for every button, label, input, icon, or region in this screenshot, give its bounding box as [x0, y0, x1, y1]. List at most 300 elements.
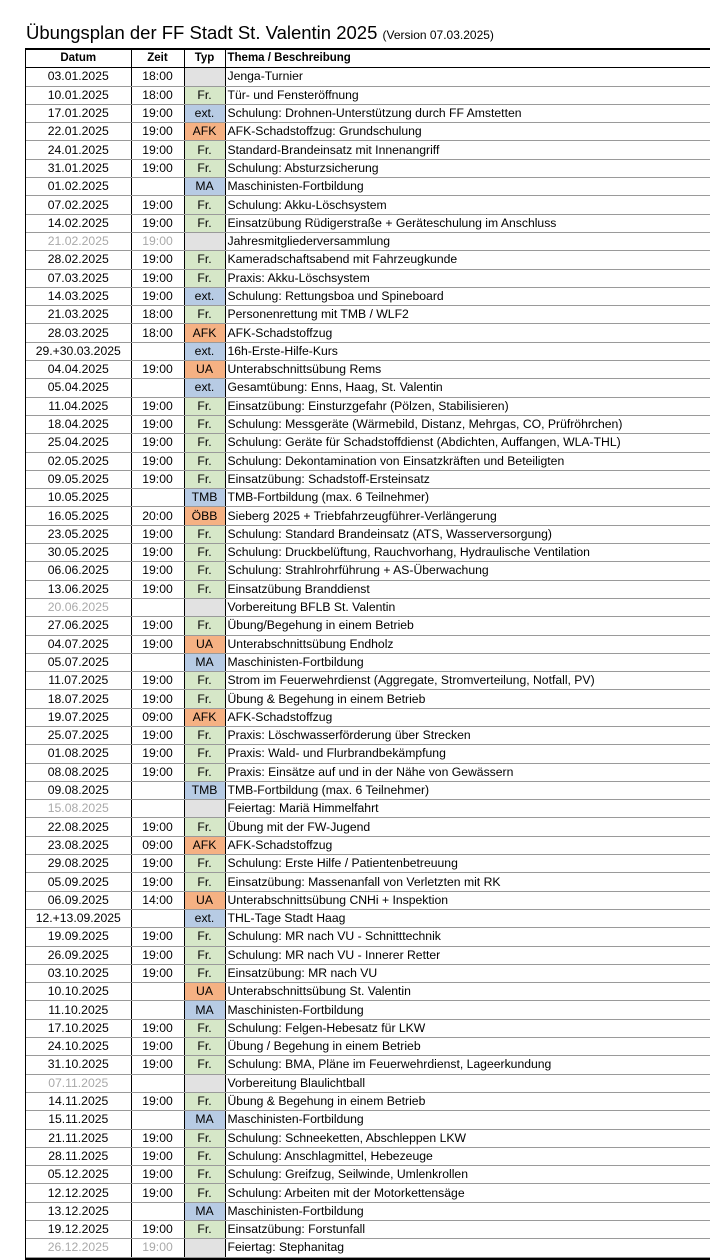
description-cell: Maschinisten-Fortbildung: [225, 178, 710, 196]
date-cell: 18.07.2025: [26, 690, 131, 708]
type-cell: Fr.: [184, 964, 225, 982]
date-cell: 31.01.2025: [26, 159, 131, 177]
type-cell: ÖBB: [184, 507, 225, 525]
table-row: [26, 562, 710, 580]
type-cell: ext.: [184, 104, 225, 122]
table-row: [26, 306, 710, 324]
date-cell: 24.10.2025: [26, 1038, 131, 1056]
type-cell: MA: [184, 1001, 225, 1019]
description-cell: AFK-Schadstoffzug: [225, 708, 710, 726]
time-cell: 19:00: [131, 214, 184, 232]
description-cell: 16h-Erste-Hilfe-Kurs: [225, 342, 710, 360]
table-row: [26, 544, 710, 562]
time-cell: 19:00: [131, 818, 184, 836]
description-cell: Unterabschnittsübung Rems: [225, 361, 710, 379]
description-cell: Sieberg 2025 + Triebfahrzeugführer-Verlängerung: [225, 507, 710, 525]
time-cell: 19:00: [131, 123, 184, 141]
time-cell: 19:00: [131, 287, 184, 305]
type-cell: ext.: [184, 287, 225, 305]
table-row: [26, 1019, 710, 1037]
time-cell: 19:00: [131, 745, 184, 763]
type-cell: Fr.: [184, 397, 225, 415]
description-cell: Feiertag: Mariä Himmelfahrt: [225, 800, 710, 818]
time-cell: 19:00: [131, 544, 184, 562]
table-row: [26, 763, 710, 781]
date-cell: 17.01.2025: [26, 104, 131, 122]
table-row: [26, 928, 710, 946]
date-cell: 04.07.2025: [26, 635, 131, 653]
date-cell: 21.11.2025: [26, 1129, 131, 1147]
date-cell: 16.05.2025: [26, 507, 131, 525]
table-row: [26, 269, 710, 287]
time-cell: 19:00: [131, 251, 184, 269]
time-cell: 19:00: [131, 1239, 184, 1257]
time-cell: 19:00: [131, 690, 184, 708]
description-cell: Übung mit der FW-Jugend: [225, 818, 710, 836]
time-cell: 19:00: [131, 1184, 184, 1202]
time-cell: 19:00: [131, 562, 184, 580]
date-cell: 24.01.2025: [26, 141, 131, 159]
type-cell: ext.: [184, 342, 225, 360]
type-cell: Fr.: [184, 1166, 225, 1184]
description-cell: Maschinisten-Fortbildung: [225, 1202, 710, 1220]
time-cell: 19:00: [131, 672, 184, 690]
table-row: [26, 434, 710, 452]
time-cell: 09:00: [131, 836, 184, 854]
table-row: [26, 1092, 710, 1110]
date-cell: 15.08.2025: [26, 800, 131, 818]
table-row: [26, 232, 710, 250]
description-cell: Strom im Feuerwehrdienst (Aggregate, Stromverteilung, Notfall, PV): [225, 672, 710, 690]
description-cell: Jahresmitgliederversammlung: [225, 232, 710, 250]
description-cell: Tür- und Fensteröffnung: [225, 86, 710, 104]
date-cell: 13.06.2025: [26, 580, 131, 598]
type-cell: Fr.: [184, 873, 225, 891]
time-cell: 19:00: [131, 763, 184, 781]
time-cell: [131, 1074, 184, 1092]
description-cell: AFK-Schadstoffzug: [225, 836, 710, 854]
type-cell: Fr.: [184, 1129, 225, 1147]
table-row: [26, 617, 710, 635]
type-cell: Fr.: [184, 1056, 225, 1074]
type-cell: TMB: [184, 781, 225, 799]
time-cell: [131, 909, 184, 927]
time-cell: [131, 379, 184, 397]
time-cell: [131, 800, 184, 818]
schedule-sheet: [25, 48, 710, 1260]
table-row: [26, 818, 710, 836]
description-cell: Schulung: Dekontamination von Einsatzkräften und Beteiligten: [225, 452, 710, 470]
time-cell: 19:00: [131, 434, 184, 452]
type-cell: Fr.: [184, 1038, 225, 1056]
date-cell: 10.05.2025: [26, 489, 131, 507]
date-cell: 10.01.2025: [26, 86, 131, 104]
type-cell: Fr.: [184, 544, 225, 562]
date-cell: 20.06.2025: [26, 598, 131, 616]
type-cell: Fr.: [184, 763, 225, 781]
type-cell: Fr.: [184, 855, 225, 873]
time-cell: [131, 1111, 184, 1129]
table-row: [26, 708, 710, 726]
type-cell: Fr.: [184, 580, 225, 598]
description-cell: Personenrettung mit TMB / WLF2: [225, 306, 710, 324]
time-cell: 19:00: [131, 452, 184, 470]
table-row: [26, 68, 710, 86]
type-cell: MA: [184, 178, 225, 196]
description-cell: Kameradschaftsabend mit Fahrzeugkunde: [225, 251, 710, 269]
date-cell: 25.07.2025: [26, 726, 131, 744]
type-cell: [184, 598, 225, 616]
table-row: [26, 1038, 710, 1056]
time-cell: 19:00: [131, 873, 184, 891]
description-cell: Schulung: BMA, Pläne im Feuerwehrdienst, Lageerkundung: [225, 1056, 710, 1074]
time-cell: 19:00: [131, 964, 184, 982]
date-cell: 06.06.2025: [26, 562, 131, 580]
type-cell: Fr.: [184, 726, 225, 744]
table-row: [26, 1111, 710, 1129]
description-cell: Schulung: Standard Brandeinsatz (ATS, Wasserversorgung): [225, 525, 710, 543]
time-cell: 19:00: [131, 726, 184, 744]
header-row: [26, 50, 710, 68]
table-row: [26, 1074, 710, 1092]
type-cell: Fr.: [184, 251, 225, 269]
table-row: [26, 726, 710, 744]
time-cell: [131, 598, 184, 616]
type-cell: Fr.: [184, 196, 225, 214]
description-cell: Schulung: Akku-Löschsystem: [225, 196, 710, 214]
type-cell: [184, 1239, 225, 1257]
date-cell: 28.11.2025: [26, 1147, 131, 1165]
table-row: [26, 379, 710, 397]
table-row: [26, 1001, 710, 1019]
description-cell: Einsatzübung: Forstunfall: [225, 1221, 710, 1239]
date-cell: 14.02.2025: [26, 214, 131, 232]
time-cell: [131, 178, 184, 196]
date-cell: 07.03.2025: [26, 269, 131, 287]
time-cell: 19:00: [131, 946, 184, 964]
date-cell: 19.07.2025: [26, 708, 131, 726]
type-cell: Fr.: [184, 269, 225, 287]
table-row: [26, 415, 710, 433]
table-row: [26, 1202, 710, 1220]
date-cell: 05.12.2025: [26, 1166, 131, 1184]
header-time: Zeit: [131, 50, 184, 68]
date-cell: 29.08.2025: [26, 855, 131, 873]
time-cell: [131, 489, 184, 507]
date-cell: 30.05.2025: [26, 544, 131, 562]
time-cell: [131, 342, 184, 360]
description-cell: AFK-Schadstoffzug: Grundschulung: [225, 123, 710, 141]
description-cell: Schulung: Geräte für Schadstoffdienst (Abdichten, Auffangen, WLA-THL): [225, 434, 710, 452]
table-row: [26, 1239, 710, 1257]
table-row: [26, 909, 710, 927]
time-cell: 19:00: [131, 397, 184, 415]
table-row: [26, 983, 710, 1001]
description-cell: TMB-Fortbildung (max. 6 Teilnehmer): [225, 781, 710, 799]
description-cell: Standard-Brandeinsatz mit Innenangriff: [225, 141, 710, 159]
date-cell: 22.01.2025: [26, 123, 131, 141]
table-row: [26, 141, 710, 159]
date-cell: 28.03.2025: [26, 324, 131, 342]
table-row: [26, 745, 710, 763]
type-cell: Fr.: [184, 214, 225, 232]
type-cell: ext.: [184, 379, 225, 397]
time-cell: 19:00: [131, 1129, 184, 1147]
description-cell: Schulung: Anschlagmittel, Hebezeuge: [225, 1147, 710, 1165]
type-cell: AFK: [184, 123, 225, 141]
type-cell: MA: [184, 653, 225, 671]
time-cell: [131, 1202, 184, 1220]
time-cell: 19:00: [131, 141, 184, 159]
type-cell: AFK: [184, 708, 225, 726]
description-cell: Schulung: Greifzug, Seilwinde, Umlenkrollen: [225, 1166, 710, 1184]
date-cell: 19.09.2025: [26, 928, 131, 946]
title-text: Übungsplan der FF Stadt St. Valentin 2025: [26, 22, 378, 43]
date-cell: 12.12.2025: [26, 1184, 131, 1202]
time-cell: 19:00: [131, 855, 184, 873]
type-cell: AFK: [184, 836, 225, 854]
time-cell: 19:00: [131, 580, 184, 598]
table-row: [26, 251, 710, 269]
description-cell: Schulung: Strahlrohrführung + AS-Überwachung: [225, 562, 710, 580]
time-cell: 19:00: [131, 635, 184, 653]
table-row: [26, 452, 710, 470]
type-cell: Fr.: [184, 617, 225, 635]
type-cell: Fr.: [184, 470, 225, 488]
type-cell: Fr.: [184, 562, 225, 580]
time-cell: 19:00: [131, 470, 184, 488]
type-cell: [184, 68, 225, 86]
time-cell: [131, 781, 184, 799]
date-cell: 27.06.2025: [26, 617, 131, 635]
type-cell: MA: [184, 1111, 225, 1129]
date-cell: 21.02.2025: [26, 232, 131, 250]
table-row: [26, 1056, 710, 1074]
table-row: [26, 1184, 710, 1202]
time-cell: 19:00: [131, 525, 184, 543]
time-cell: 19:00: [131, 1221, 184, 1239]
type-cell: Fr.: [184, 306, 225, 324]
date-cell: 05.09.2025: [26, 873, 131, 891]
type-cell: Fr.: [184, 141, 225, 159]
header-date: Datum: [26, 50, 131, 68]
type-cell: [184, 1074, 225, 1092]
date-cell: 29.+30.03.2025: [26, 342, 131, 360]
description-cell: AFK-Schadstoffzug: [225, 324, 710, 342]
date-cell: 23.08.2025: [26, 836, 131, 854]
table-row: [26, 653, 710, 671]
table-row: [26, 361, 710, 379]
time-cell: 19:00: [131, 1166, 184, 1184]
date-cell: 04.04.2025: [26, 361, 131, 379]
table-row: [26, 324, 710, 342]
type-cell: Fr.: [184, 86, 225, 104]
description-cell: Jenga-Turnier: [225, 68, 710, 86]
type-cell: Fr.: [184, 690, 225, 708]
type-cell: Fr.: [184, 452, 225, 470]
description-cell: Schulung: Schneeketten, Abschleppen LKW: [225, 1129, 710, 1147]
date-cell: 08.08.2025: [26, 763, 131, 781]
type-cell: MA: [184, 1202, 225, 1220]
schedule-body: [26, 68, 710, 1257]
type-cell: ext.: [184, 909, 225, 927]
table-row: [26, 470, 710, 488]
date-cell: 02.05.2025: [26, 452, 131, 470]
description-cell: Feiertag: Stephanitag: [225, 1239, 710, 1257]
date-cell: 03.01.2025: [26, 68, 131, 86]
time-cell: [131, 1001, 184, 1019]
description-cell: Einsatzübung Branddienst: [225, 580, 710, 598]
description-cell: Schulung: Felgen-Hebesatz für LKW: [225, 1019, 710, 1037]
table-row: [26, 781, 710, 799]
date-cell: 12.+13.09.2025: [26, 909, 131, 927]
time-cell: 19:00: [131, 617, 184, 635]
date-cell: 03.10.2025: [26, 964, 131, 982]
time-cell: 20:00: [131, 507, 184, 525]
date-cell: 13.12.2025: [26, 1202, 131, 1220]
table-row: [26, 1147, 710, 1165]
date-cell: 05.04.2025: [26, 379, 131, 397]
table-row: [26, 800, 710, 818]
date-cell: 05.07.2025: [26, 653, 131, 671]
description-cell: Einsatzübung Rüdigerstraße + Geräteschulung im Anschluss: [225, 214, 710, 232]
type-cell: Fr.: [184, 818, 225, 836]
type-cell: Fr.: [184, 159, 225, 177]
version-text: (Version 07.03.2025): [382, 28, 494, 42]
date-cell: 14.11.2025: [26, 1092, 131, 1110]
table-row: [26, 1129, 710, 1147]
time-cell: 19:00: [131, 415, 184, 433]
description-cell: Gesamtübung: Enns, Haag, St. Valentin: [225, 379, 710, 397]
description-cell: Schulung: Rettungsboa und Spineboard: [225, 287, 710, 305]
header-type: Typ: [184, 50, 225, 68]
date-cell: 31.10.2025: [26, 1056, 131, 1074]
description-cell: Praxis: Löschwasserförderung über Strecken: [225, 726, 710, 744]
description-cell: Unterabschnittsübung CNHi + Inspektion: [225, 891, 710, 909]
type-cell: TMB: [184, 489, 225, 507]
table-row: [26, 525, 710, 543]
table-row: [26, 159, 710, 177]
description-cell: Praxis: Einsätze auf und in der Nähe von Gewässern: [225, 763, 710, 781]
type-cell: Fr.: [184, 1147, 225, 1165]
description-cell: Einsatzübung: MR nach VU: [225, 964, 710, 982]
date-cell: 07.11.2025: [26, 1074, 131, 1092]
time-cell: [131, 983, 184, 1001]
table-row: [26, 287, 710, 305]
type-cell: Fr.: [184, 946, 225, 964]
description-cell: Schulung: MR nach VU - Innerer Retter: [225, 946, 710, 964]
table-row: [26, 104, 710, 122]
type-cell: Fr.: [184, 1221, 225, 1239]
table-row: [26, 836, 710, 854]
description-cell: Unterabschnittsübung St. Valentin: [225, 983, 710, 1001]
description-cell: Übung & Begehung in einem Betrieb: [225, 1092, 710, 1110]
type-cell: UA: [184, 635, 225, 653]
type-cell: Fr.: [184, 434, 225, 452]
description-cell: Unterabschnittsübung Endholz: [225, 635, 710, 653]
description-cell: TMB-Fortbildung (max. 6 Teilnehmer): [225, 489, 710, 507]
date-cell: 11.10.2025: [26, 1001, 131, 1019]
description-cell: Vorbereitung BFLB St. Valentin: [225, 598, 710, 616]
type-cell: Fr.: [184, 1184, 225, 1202]
table-row: [26, 891, 710, 909]
description-cell: Maschinisten-Fortbildung: [225, 1001, 710, 1019]
table-row: [26, 123, 710, 141]
table-row: [26, 690, 710, 708]
date-cell: 15.11.2025: [26, 1111, 131, 1129]
description-cell: Schulung: Absturzsicherung: [225, 159, 710, 177]
type-cell: AFK: [184, 324, 225, 342]
type-cell: Fr.: [184, 672, 225, 690]
date-cell: 21.03.2025: [26, 306, 131, 324]
time-cell: 19:00: [131, 1019, 184, 1037]
table-row: [26, 86, 710, 104]
time-cell: 19:00: [131, 269, 184, 287]
table-row: [26, 178, 710, 196]
date-cell: 06.09.2025: [26, 891, 131, 909]
type-cell: [184, 800, 225, 818]
type-cell: Fr.: [184, 1019, 225, 1037]
time-cell: 19:00: [131, 1092, 184, 1110]
date-cell: 09.05.2025: [26, 470, 131, 488]
time-cell: 19:00: [131, 104, 184, 122]
description-cell: Schulung: Erste Hilfe / Patientenbetreuung: [225, 855, 710, 873]
time-cell: 18:00: [131, 324, 184, 342]
description-cell: Schulung: MR nach VU - Schnitttechnik: [225, 928, 710, 946]
type-cell: Fr.: [184, 525, 225, 543]
type-cell: UA: [184, 361, 225, 379]
description-cell: Vorbereitung Blaulichtball: [225, 1074, 710, 1092]
description-cell: Maschinisten-Fortbildung: [225, 653, 710, 671]
table-row: [26, 855, 710, 873]
date-cell: 01.02.2025: [26, 178, 131, 196]
table-row: [26, 580, 710, 598]
type-cell: Fr.: [184, 1092, 225, 1110]
date-cell: 14.03.2025: [26, 287, 131, 305]
table-row: [26, 214, 710, 232]
time-cell: 19:00: [131, 1147, 184, 1165]
table-row: [26, 598, 710, 616]
table-row: [26, 873, 710, 891]
page-title: [26, 22, 494, 46]
time-cell: 19:00: [131, 361, 184, 379]
table-row: [26, 672, 710, 690]
type-cell: UA: [184, 983, 225, 1001]
time-cell: [131, 653, 184, 671]
table-row: [26, 342, 710, 360]
table-row: [26, 196, 710, 214]
time-cell: 19:00: [131, 196, 184, 214]
date-cell: 26.12.2025: [26, 1239, 131, 1257]
type-cell: [184, 232, 225, 250]
date-cell: 19.12.2025: [26, 1221, 131, 1239]
table-row: [26, 1221, 710, 1239]
table-row: [26, 946, 710, 964]
header-description: Thema / Beschreibung: [225, 50, 710, 68]
date-cell: 09.08.2025: [26, 781, 131, 799]
schedule-table: [26, 50, 710, 1258]
type-cell: UA: [184, 891, 225, 909]
description-cell: Schulung: Druckbelüftung, Rauchvorhang, Hydraulische Ventilation: [225, 544, 710, 562]
table-row: [26, 635, 710, 653]
description-cell: Schulung: Drohnen-Unterstützung durch FF Amstetten: [225, 104, 710, 122]
date-cell: 11.07.2025: [26, 672, 131, 690]
date-cell: 17.10.2025: [26, 1019, 131, 1037]
description-cell: Übung/Begehung in einem Betrieb: [225, 617, 710, 635]
time-cell: 19:00: [131, 1056, 184, 1074]
description-cell: Praxis: Akku-Löschsystem: [225, 269, 710, 287]
date-cell: 22.08.2025: [26, 818, 131, 836]
